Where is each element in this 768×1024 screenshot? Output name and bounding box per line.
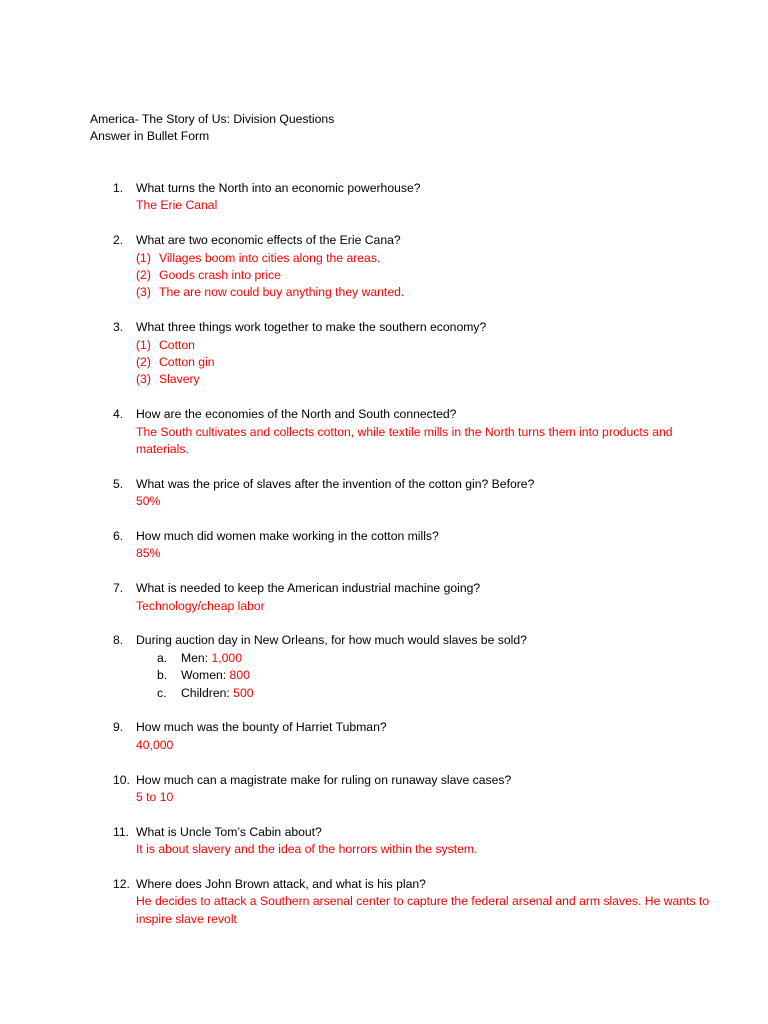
answer-list-item <box>136 354 713 371</box>
question-number: 4. <box>113 407 124 422</box>
question-number: 3. <box>113 320 124 335</box>
answer-text: 50% <box>136 494 161 509</box>
answer-list-item <box>136 284 713 301</box>
question-item-1 <box>113 180 713 215</box>
answer-list-item <box>136 250 713 267</box>
question-item-12 <box>113 876 713 928</box>
question-item-10 <box>113 772 713 807</box>
question-list <box>113 180 713 946</box>
question-number: 1. <box>113 181 124 195</box>
document-subtitle: Answer in Bullet Form <box>90 129 210 144</box>
answer-list-item <box>136 267 713 284</box>
answer-list-item <box>136 337 713 354</box>
question-number: 5. <box>113 476 124 491</box>
answer-list-item <box>157 650 713 667</box>
answer-text: The Erie Canal <box>136 198 218 213</box>
question-item-8 <box>113 632 713 702</box>
question-number: 7. <box>113 581 124 596</box>
answer-text: Villages boom into cities along the areas. <box>159 250 381 265</box>
answer-text: Goods crash into price <box>159 268 281 283</box>
document-header <box>90 111 334 146</box>
list-label: b. <box>157 668 168 683</box>
list-label: (2) <box>136 355 151 370</box>
list-label: (1) <box>136 337 151 352</box>
question-item-9 <box>113 719 713 754</box>
question-text: What three things work together to make the southern economy? <box>136 320 487 335</box>
question-number: 12. <box>113 877 130 892</box>
list-label: (2) <box>136 268 151 283</box>
question-number: 6. <box>113 529 124 544</box>
question-text: What turns the North into an economic powerhouse? <box>136 181 421 195</box>
answer-value: 1,000 <box>211 650 242 665</box>
question-text: How are the economies of the North and South connected? <box>136 407 457 422</box>
answer-value: 800 <box>229 668 250 683</box>
answer-text: 85% <box>136 546 161 561</box>
answer-text: Technology/cheap labor <box>136 598 265 613</box>
question-text: Where does John Brown attack, and what is his plan? <box>136 877 426 892</box>
answer-text: Cotton <box>159 337 195 352</box>
question-item-2 <box>113 232 713 302</box>
answer-list-item <box>157 667 713 684</box>
answer-value: 500 <box>233 685 254 700</box>
question-text: How much can a magistrate make for ruling on runaway slave cases? <box>136 772 512 787</box>
question-item-4 <box>113 406 713 458</box>
list-label: a. <box>157 650 168 665</box>
list-label: (3) <box>136 285 151 300</box>
question-text: What is needed to keep the American industrial machine going? <box>136 581 481 596</box>
answer-text: He decides to attack a Southern arsenal center to capture the federal arsenal and arm slaves. He wants to inspire slave revolt <box>136 894 710 926</box>
list-label: c. <box>157 685 167 700</box>
question-text: How much was the bounty of Harriet Tubman? <box>136 720 387 735</box>
question-item-6 <box>113 528 713 563</box>
question-text: How much did women make working in the cotton mills? <box>136 529 439 544</box>
item-label: Men: <box>181 650 212 665</box>
answer-text: The are now could buy anything they wanted. <box>159 285 405 300</box>
item-label: Women: <box>181 668 230 683</box>
question-number: 2. <box>113 233 124 248</box>
list-label: (1) <box>136 250 151 265</box>
answer-text: 40,000 <box>136 737 174 752</box>
question-text: What was the price of slaves after the invention of the cotton gin? Before? <box>136 476 535 491</box>
answer-list-item <box>136 371 713 388</box>
document-title: America- The Story of Us: Division Questions <box>90 112 335 126</box>
question-number: 11. <box>113 824 130 839</box>
question-item-5 <box>113 476 713 511</box>
answer-text: The South cultivates and collects cotton, while textile mills in the North turns them into products and materials. <box>136 424 673 457</box>
question-text: During auction day in New Orleans, for how much would slaves be sold? <box>136 633 527 648</box>
question-number: 8. <box>113 633 124 648</box>
question-item-3 <box>113 319 713 389</box>
question-number: 9. <box>113 720 124 735</box>
answer-list-item <box>157 685 713 702</box>
question-number: 10. <box>113 772 130 787</box>
question-item-11 <box>113 824 713 859</box>
question-text: What are two economic effects of the Erie Cana? <box>136 233 401 248</box>
answer-text: Cotton gin <box>159 355 215 370</box>
question-text: What is Uncle Tom’s Cabin about? <box>136 824 322 839</box>
answer-text: It is about slavery and the idea of the horrors within the system. <box>136 842 478 857</box>
question-item-7 <box>113 580 713 615</box>
answer-text: Slavery <box>159 372 200 387</box>
item-label: Children: <box>181 685 234 700</box>
list-label: (3) <box>136 372 151 387</box>
answer-text: 5 to 10 <box>136 790 174 805</box>
